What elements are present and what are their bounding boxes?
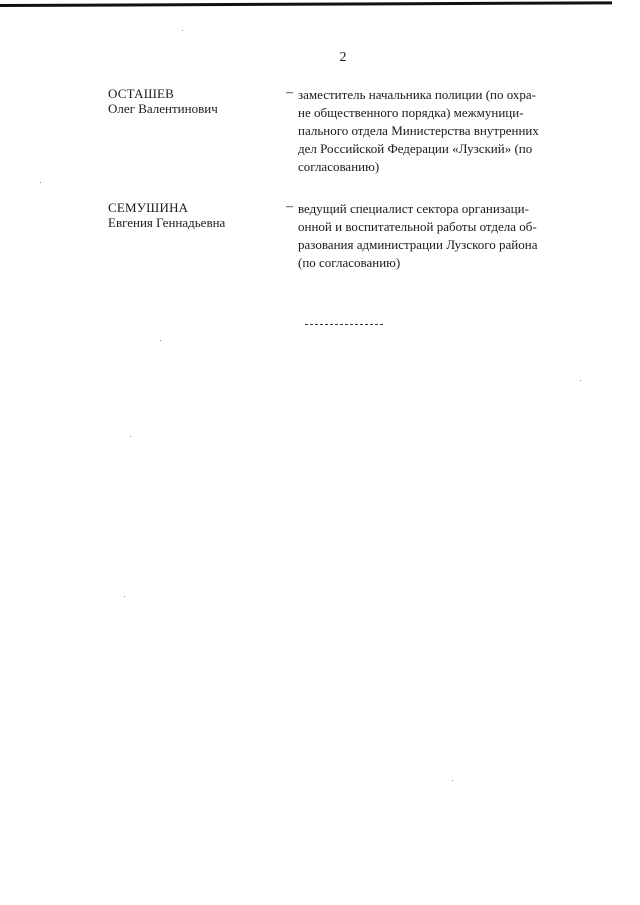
person-surname: СЕМУШИНА — [108, 200, 189, 215]
role-line: пального отдела Министерства внутренних — [298, 123, 539, 138]
person-name-block — [108, 200, 278, 230]
role-line: онной и воспитательной работы отдела об- — [298, 219, 537, 234]
person-role — [298, 86, 580, 176]
scan-speck — [580, 380, 581, 381]
role-line: не общественного порядка) межмуници- — [298, 105, 524, 120]
role-line: согласованию) — [298, 159, 380, 174]
scan-speck — [182, 30, 183, 31]
person-role — [298, 200, 580, 272]
top-border-line — [0, 1, 612, 7]
role-line: ведущий специалист сектора организаци- — [298, 201, 529, 216]
role-line: разования администрации Лузского района — [298, 237, 538, 252]
scan-speck — [124, 596, 125, 597]
page-number: 2 — [339, 50, 347, 65]
person-name-block — [108, 86, 278, 116]
scan-speck — [452, 780, 453, 781]
entry-dash: – — [286, 199, 293, 214]
entry-dash: – — [286, 85, 293, 100]
role-line: (по согласованию) — [298, 255, 401, 270]
scan-speck — [40, 182, 41, 183]
person-surname: ОСТАШЕВ — [108, 86, 175, 101]
role-line: дел Российской Федерации «Лузский» (по — [298, 141, 533, 156]
scan-speck — [160, 340, 161, 341]
person-given-names: Олег Валентинович — [108, 101, 218, 116]
role-line: заместитель начальника полиции (по охра- — [298, 87, 537, 102]
scan-speck — [130, 436, 131, 437]
closing-separator-line — [305, 324, 383, 325]
person-given-names: Евгения Геннадьевна — [108, 215, 226, 230]
